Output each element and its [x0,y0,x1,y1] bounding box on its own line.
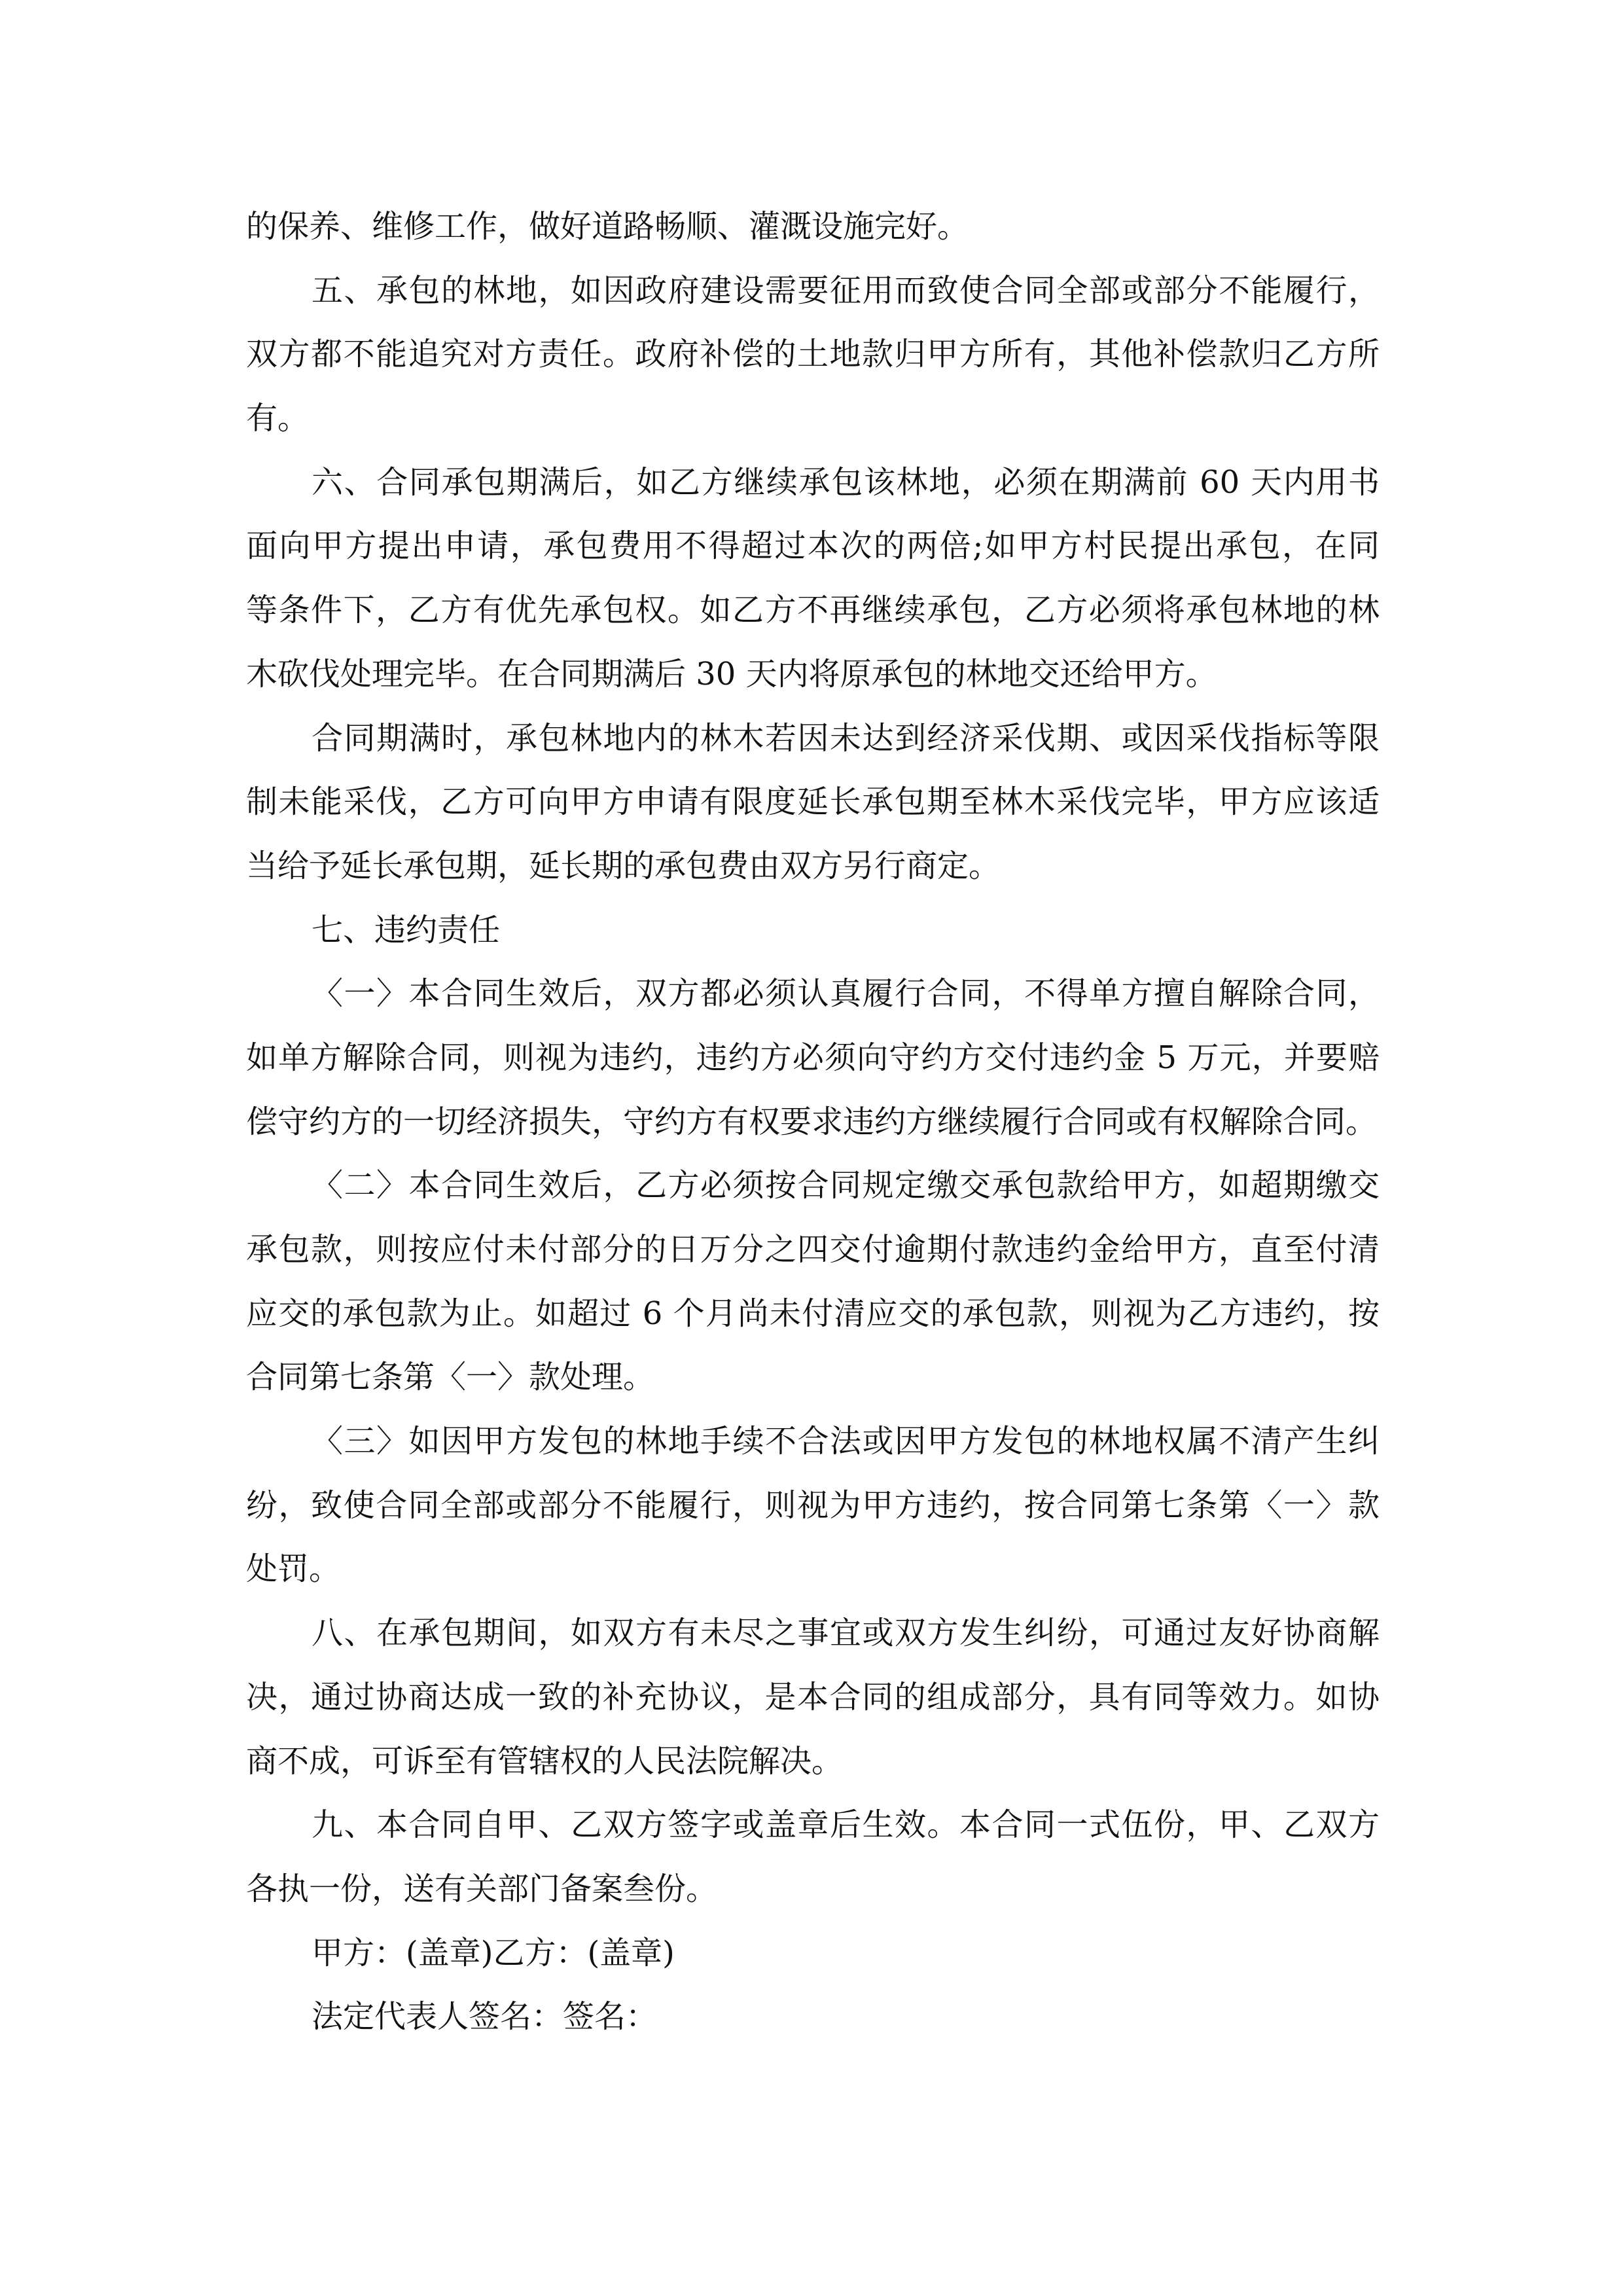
paragraph [246,1154,1380,1410]
text-line: 制未能采伐，乙方可向甲方申请有限度延长承包期至林木采伐完毕，甲方应该适 [246,783,1380,821]
paragraph [246,195,1380,259]
text-line: 处罚。 [246,1551,341,1588]
paragraph [246,707,1380,899]
paragraph [246,899,1380,963]
text-line: 双方都不能追究对方责任。政府补偿的土地款归甲方所有，其他补偿款归乙方所 [246,336,1380,373]
text-line: 甲方：(盖章)乙方：(盖章) [312,1934,675,1971]
text-line: 合同期满时，承包林地内的林木若因未达到经济采伐期、或因采伐指标等限 [312,719,1380,757]
text-line: 五、承包的林地，如因政府建设需要征用而致使合同全部或部分不能履行， [312,272,1380,309]
text-line: 等条件下，乙方有优先承包权。如乙方不再继续承包，乙方必须将承包林地的林 [246,592,1380,629]
paragraph [246,1922,1380,1986]
text-line: 九、本合同自甲、乙双方签字或盖章后生效。本合同一式伍份，甲、乙双方 [312,1806,1380,1844]
text-line: 法定代表人签名：签名： [312,1998,658,2036]
text-line: 偿守约方的一切经济损失，守约方有权要求违约方继续履行合同或有权解除合同。 [246,1103,1378,1140]
contract-body [246,195,1380,2049]
text-line: 各执一份，送有关部门备案叁份。 [246,1870,718,1907]
text-line: 如单方解除合同，则视为违约，违约方必须向守约方交付违约金 5 万元，并要赔 [246,1039,1380,1076]
text-line: 纷，致使合同全部或部分不能履行，则视为甲方违约，按合同第七条第〈一〉款 [246,1486,1380,1524]
paragraph [246,962,1380,1154]
text-line: 八、在承包期间，如双方有未尽之事宜或双方发生纠纷，可通过友好协商解 [312,1615,1380,1652]
paragraph [246,1793,1380,1921]
text-line: 有。 [246,400,310,437]
paragraph [246,1602,1380,1793]
text-line: 承包款，则按应付未付部分的日万分之四交付逾期付款违约金给甲方，直至付清 [246,1231,1380,1268]
text-line: 七、违约责任 [312,911,501,948]
text-line: 决，通过协商达成一致的补充协议，是本合同的组成部分，具有同等效力。如协 [246,1678,1380,1715]
text-line: 〈三〉如因甲方发包的林地手续不合法或因甲方发包的林地权属不清产生纠 [312,1423,1380,1460]
text-line: 〈二〉本合同生效后，乙方必须按合同规定缴交承包款给甲方，如超期缴交 [312,1167,1380,1204]
text-line: 面向甲方提出申请，承包费用不得超过本次的两倍;如甲方村民提出承包，在同 [246,528,1380,565]
paragraph [246,451,1380,707]
text-line: 木砍伐处理完毕。在合同期满后 30 天内将原承包的林地交还给甲方。 [246,655,1217,692]
text-line: 当给予延长承包期，延长期的承包费由双方另行商定。 [246,847,1001,884]
text-line: 应交的承包款为止。如超过 6 个月尚未付清应交的承包款，则视为乙方违约，按 [246,1295,1380,1332]
text-line: 合同第七条第〈一〉款处理。 [246,1359,655,1396]
paragraph [246,1410,1380,1602]
paragraph [246,1985,1380,2049]
text-line: 商不成，可诉至有管辖权的人民法院解决。 [246,1742,844,1780]
text-line: 的保养、维修工作，做好道路畅顺、灌溉设施完好。 [246,208,969,245]
text-line: 六、合同承包期满后，如乙方继续承包该林地，必须在期满前 60 天内用书 [312,463,1380,501]
text-line: 〈一〉本合同生效后，双方都必须认真履行合同，不得单方擅自解除合同， [312,975,1380,1013]
paragraph [246,259,1380,451]
